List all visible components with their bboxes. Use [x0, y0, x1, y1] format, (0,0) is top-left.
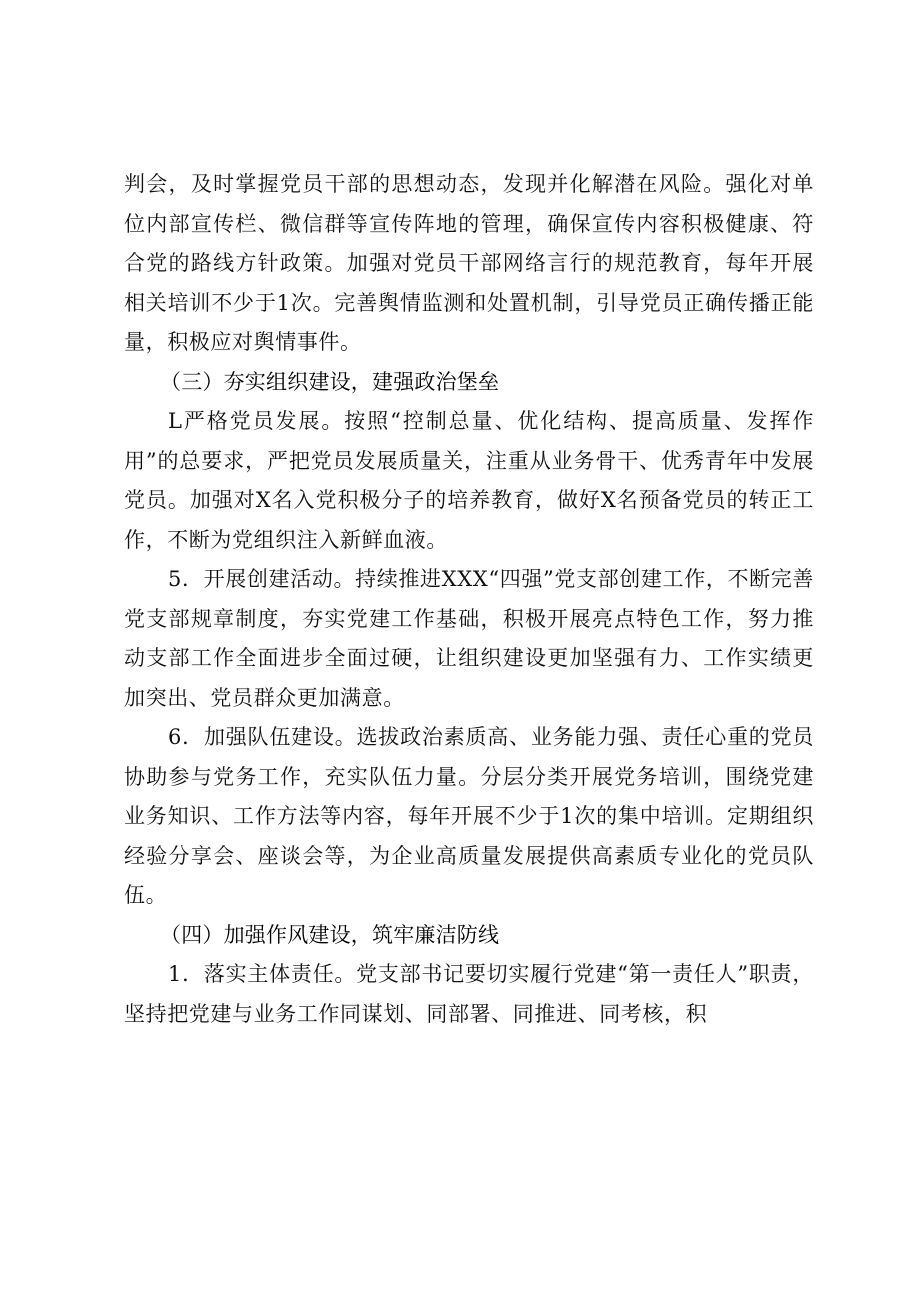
paragraph-public-opinion-continued: 判会，及时掌握党员干部的思想动态，发现并化解潜在风险。强化对单位内部宣传栏、微信群等宣传阵地的管理，确保宣传内容积极健康、符合党的路线方针政策。加强对党员干部网络言行的规范教育，每年开展相关培训不少于1次。完善舆情监测和处置机制，引导党员正确传播正能量，积极应对舆情事件。	[124, 172, 814, 354]
section-heading-work-style: （四）加强作风建设，筑牢廉洁防线	[160, 922, 500, 947]
paragraph-main-responsibility: 1．落实主体责任。党支部书记要切实履行党建“第一责任人”职责，坚持把党建与业务工作同谋划、同部署、同推进、同考核，积	[124, 962, 814, 1026]
section-heading-organization: （三）夯实组织建设，建强政治堡垒	[160, 369, 500, 394]
paragraph-creation-activities: 5．开展创建活动。持续推进XXX“四强”党支部创建工作，不断完善党支部规章制度，夯实党建工作基础，积极开展亮点特色工作，努力推动支部工作全面进步全面过硬，让组织建设更加坚强有力、工作实绩更加突出、党员群众更加满意。	[124, 567, 814, 710]
document-body	[124, 165, 814, 1034]
paragraph-member-development: L严格党员发展。按照“控制总量、优化结构、提高质量、发挥作用”的总要求，严把党员发展质量关，注重从业务骨干、优秀青年中发展党员。加强对X名入党积极分子的培养教育，做好X名预备党员的转正工作，不断为党组织注入新鲜血液。	[124, 409, 814, 552]
paragraph-team-building: 6．加强队伍建设。选拔政治素质高、业务能力强、责任心重的党员协助参与党务工作，充实队伍力量。分层分类开展党务培训，围绕党建业务知识、工作方法等内容，每年开展不少于1次的集中培训。定期组织经验分享会、座谈会等，为企业高质量发展提供高素质专业化的党员队伍。	[124, 725, 814, 907]
